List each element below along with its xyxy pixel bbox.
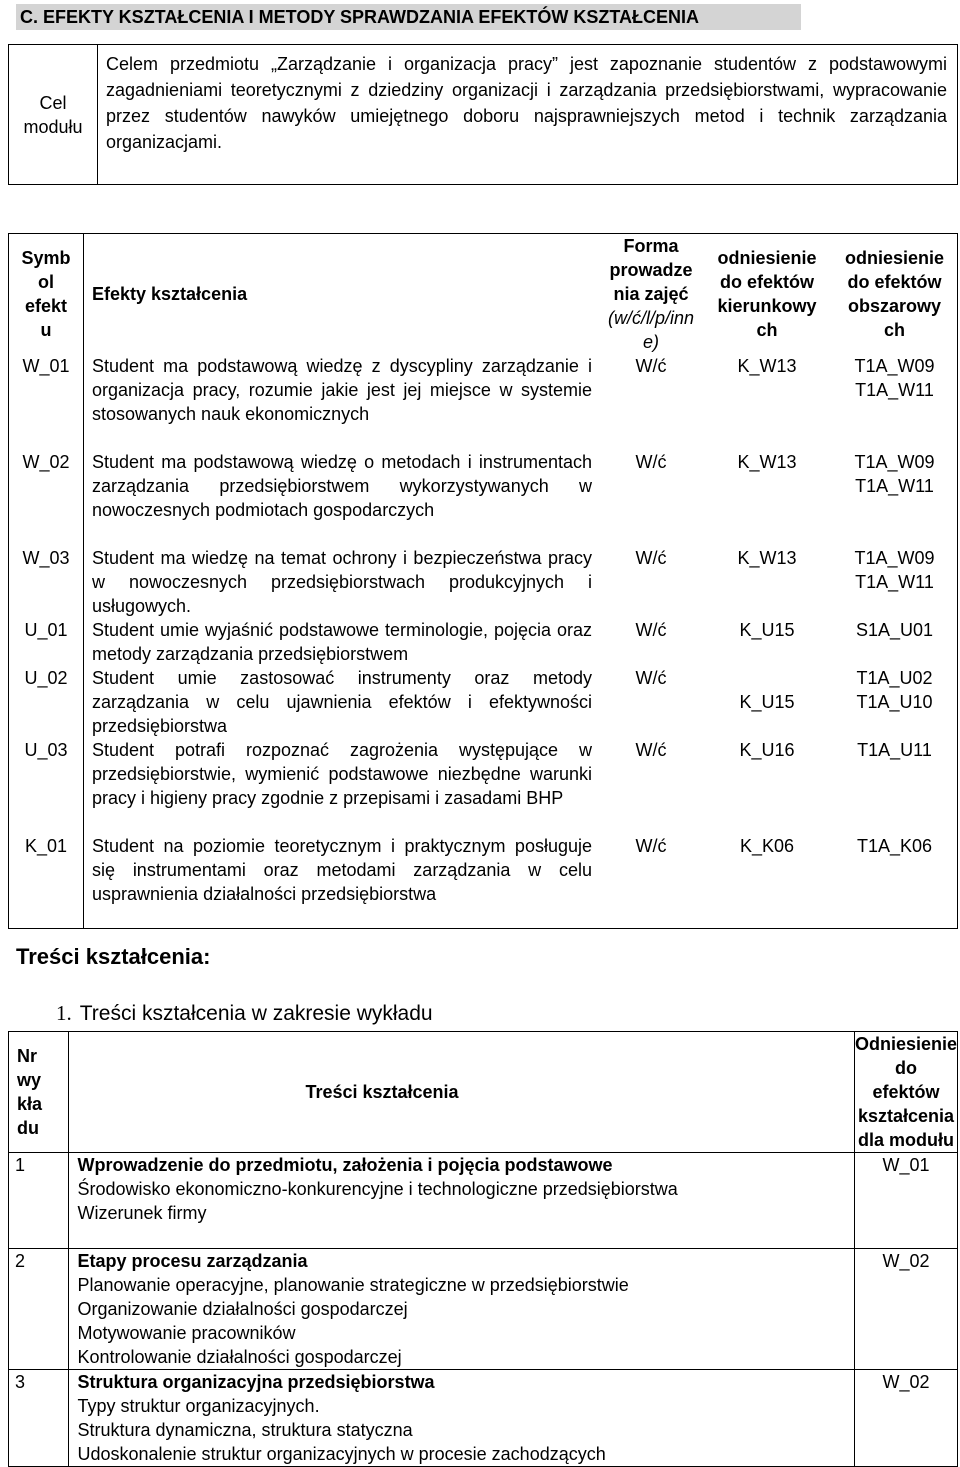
effects-table (8, 233, 958, 929)
effect-text: Student potrafi rozpoznać zagrożenia występujące w przedsiębiorstwie, wymienić podstawowe niezbędne warunki pracy i higieny pracy zgodnie z przepisami i zasadami BHP (92, 740, 592, 808)
effect-major: K_W13 (737, 452, 797, 472)
header-form-l2: prowadze (609, 260, 693, 280)
effect-major: K_K06 (739, 836, 795, 856)
effect-text: Student umie wyjaśnić podstawowe terminologie, pojęcia oraz metody zarządzania przedsiębiorstwem (92, 620, 592, 664)
effect-area-1: T1A_U02 (856, 668, 933, 688)
effect-area (832, 546, 958, 618)
effect-text: Student na poziomie teoretycznym i praktycznym posługuje się instrumentami oraz metodami zarządzania w celu usprawnienia działalności przedsiębiorstwa (92, 836, 592, 904)
header-ref-l2: efektów kształcenia (857, 1082, 954, 1126)
contents-row-title: Wprowadzenie do przedmiotu, założenia i pojęcia podstawowe (77, 1155, 613, 1175)
header-form (600, 234, 702, 355)
contents-subtitle-text: Treści kształcenia w zakresie wykładu (79, 1002, 433, 1025)
contents-ref: W_01 (854, 1153, 957, 1249)
effect-form: W/ć (635, 452, 667, 472)
effect-text: Student ma podstawową wiedzę z dyscypliny zarządzanie i organizacja pracy, rozumie jakie jest jej miejsce w systemie stosowanych nauk ekonomicznych (92, 356, 592, 424)
contents-cell (69, 1249, 854, 1370)
header-major-l4: ch (756, 320, 778, 340)
contents-ref: W_02 (854, 1370, 957, 1467)
effect-form: W/ć (635, 620, 667, 640)
header-area-l2: do efektów (847, 272, 942, 292)
effect-major: K_W13 (737, 548, 797, 568)
section-heading: C. EFEKTY KSZTAŁCENIA I METODY SPRAWDZANIA EFEKTÓW KSZTAŁCENIA (16, 4, 801, 30)
contents-line: Udoskonalenie struktur organizacyjnych w procesie zachodzących (77, 1444, 606, 1464)
header-nr (9, 1032, 69, 1153)
contents-line: Motywowanie pracowników (77, 1323, 296, 1343)
header-symbol-l4: u (40, 320, 52, 340)
header-ref-l1: Odniesienie do (854, 1034, 957, 1078)
effect-row (9, 618, 958, 666)
header-ref-l3: dla modułu (857, 1130, 954, 1150)
effect-major-value: K_U15 (739, 692, 795, 712)
effect-symbol: W_03 (9, 546, 84, 618)
effect-area-1: S1A_U01 (855, 620, 934, 640)
header-symbol (9, 234, 84, 355)
header-area-l3: obszarowy (847, 296, 942, 316)
effect-symbol: W_01 (9, 354, 84, 450)
contents-nr: 2 (9, 1249, 69, 1370)
header-area-l4: ch (883, 320, 905, 340)
effect-row (9, 546, 958, 618)
module-goal-table (8, 44, 958, 185)
effect-row (9, 666, 958, 738)
effect-major (702, 666, 832, 738)
contents-line: Kontrolowanie działalności gospodarczej (77, 1347, 402, 1367)
effect-area-1: T1A_W09 (854, 548, 935, 568)
effect-area (832, 618, 958, 666)
contents-line: Środowisko ekonomiczno-konkurencyjne i technologiczne przedsiębiorstwa (77, 1179, 678, 1199)
goal-label-line2: modułu (23, 116, 83, 137)
header-symbol-l2: ol (38, 272, 54, 292)
goal-label-cell (9, 45, 98, 185)
header-form-l4: (w/ć/l/p/inn (607, 308, 695, 328)
header-area-l1: odniesienie (844, 248, 945, 268)
header-form-l3: nia zajęć (613, 284, 689, 304)
effect-symbol: K_01 (9, 834, 84, 929)
effect-area (832, 450, 958, 546)
header-content: Treści kształcenia (69, 1032, 854, 1153)
contents-cell (69, 1370, 854, 1467)
contents-row (9, 1370, 958, 1467)
contents-nr: 1 (9, 1153, 69, 1249)
effect-form: W/ć (635, 548, 667, 568)
effect-text: Student ma wiedzę na temat ochrony i bezpieczeństwa pracy w nowoczesnych przedsiębiorstwach produkcyjnych i usługowych. (92, 548, 592, 616)
effect-area-2: T1A_U10 (856, 692, 933, 712)
contents-line: Organizowanie działalności gospodarczej (77, 1299, 408, 1319)
contents-row-title: Struktura organizacyjna przedsiębiorstwa (77, 1372, 435, 1392)
effect-area-1: T1A_K06 (856, 836, 933, 856)
effect-form: W/ć (635, 740, 667, 760)
effect-row (9, 738, 958, 834)
contents-line: Wizerunek firmy (77, 1203, 207, 1223)
contents-line: Struktura dynamiczna, struktura statyczna (77, 1420, 413, 1440)
contents-line: Planowanie operacyjne, planowanie strategiczne w przedsiębiorstwie (77, 1275, 629, 1295)
contents-subtitle-number: 1. (56, 1001, 72, 1025)
effect-form: W/ć (635, 836, 667, 856)
contents-line: Typy struktur organizacyjnych. (77, 1396, 320, 1416)
contents-row (9, 1153, 958, 1249)
effect-form: W/ć (635, 356, 667, 376)
header-ref (854, 1032, 957, 1153)
effect-symbol: U_01 (9, 618, 84, 666)
header-symbol-l3: efekt (24, 296, 68, 316)
header-nr-l2: wy (17, 1070, 42, 1090)
contents-header-row (9, 1032, 958, 1153)
effect-symbol: U_02 (9, 666, 84, 738)
effect-row (9, 354, 958, 450)
effect-area-1: T1A_W09 (854, 356, 935, 376)
effect-major: K_U15 (739, 620, 795, 640)
effect-area (832, 666, 958, 738)
header-symbol-l1: Symb (21, 248, 71, 268)
lecture-contents-table (8, 1031, 958, 1467)
contents-subtitle (56, 1001, 433, 1026)
effect-row (9, 834, 958, 929)
effect-area-1: T1A_W09 (854, 452, 935, 472)
header-form-l1: Forma (623, 236, 679, 256)
contents-row-title: Etapy procesu zarządzania (77, 1251, 308, 1271)
effect-area-2: T1A_W11 (855, 572, 934, 592)
header-major-l3: kierunkowy (717, 296, 817, 316)
header-nr-l4: du (17, 1118, 39, 1138)
effect-major: K_U16 (739, 740, 795, 760)
contents-nr: 3 (9, 1370, 69, 1467)
effect-symbol: U_03 (9, 738, 84, 834)
effect-area (832, 834, 958, 929)
effect-area-1: T1A_U11 (857, 740, 932, 760)
header-major-l1: odniesienie (717, 248, 817, 268)
effect-area-2: T1A_W11 (855, 476, 934, 496)
effect-area (832, 354, 958, 450)
goal-label-line1: Cel (39, 92, 67, 113)
contents-ref: W_02 (854, 1249, 957, 1370)
header-major-l2: do efektów (719, 272, 814, 292)
effect-symbol: W_02 (9, 450, 84, 546)
effects-header-row (9, 234, 958, 355)
effect-major: K_W13 (737, 356, 797, 376)
effect-text: Student umie zastosować instrumenty oraz metody zarządzania w celu ujawnienia efektów i efektywności przedsiębiorstwa (92, 668, 592, 736)
effect-area (832, 738, 958, 834)
header-nr-l3: kła (17, 1094, 43, 1114)
effect-text: Student ma podstawową wiedzę o metodach i instrumentach zarządzania przedsiębiorstwem wykorzystywanych w nowoczesnych podmiotach gospodarczych (92, 452, 592, 520)
effect-form: W/ć (635, 668, 667, 688)
goal-text: Celem przedmiotu „Zarządzanie i organizacja pracy” jest zapoznanie studentów z podstawowymi zagadnieniami teoretycznymi z dziedziny organizacji i zarządzania przedsiębiorstwami, wypracowanie przez studentów nawyków umiejętnego doboru najsprawniejszych metod i technik zarządzania organizacjami. (98, 45, 958, 185)
header-area (832, 234, 958, 355)
contents-row (9, 1249, 958, 1370)
header-nr-l1: Nr (17, 1046, 38, 1066)
contents-title: Treści kształcenia: (16, 944, 211, 969)
effect-row (9, 450, 958, 546)
header-form-l5: e) (642, 332, 659, 352)
contents-cell (69, 1153, 854, 1249)
header-effect: Efekty kształcenia (92, 284, 248, 304)
header-major (702, 234, 832, 355)
effect-area-2: T1A_W11 (855, 380, 934, 400)
